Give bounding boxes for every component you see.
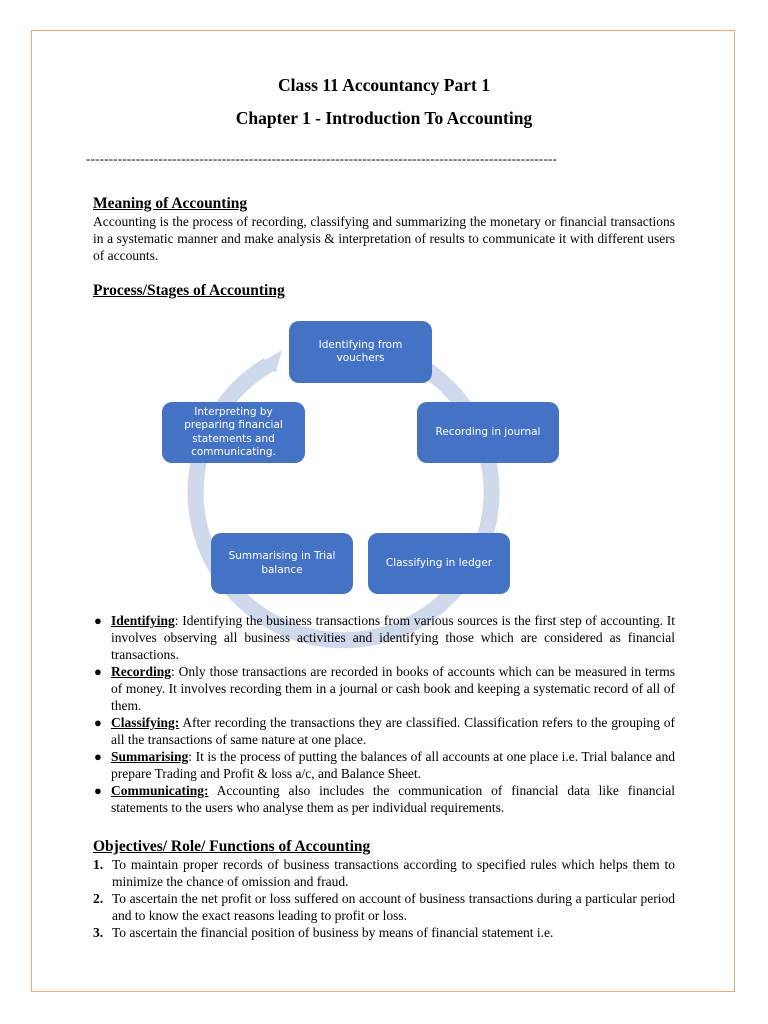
list-item: ● Recording: Only those transactions are recorded in books of accounts which can be measured in terms of money. It involves recording them in a journal or cash book and keeping a systematic record of all of them. — [94, 664, 675, 713]
bullet-icon: ● — [94, 613, 102, 628]
stage-box-identifying: Identifying from vouchers — [289, 321, 432, 383]
process-heading: Process/Stages of Accounting — [93, 282, 285, 299]
bullet-icon: ● — [94, 664, 102, 679]
separator-line: -------------------------------------------------------------------------------------------------------- — [86, 151, 558, 166]
term: Summarising — [111, 749, 189, 764]
term-description: It is the process of putting the balances of all accounts at one place i.e. Trial balance and prepare Trading and Profit & loss a/c, and Balance Sheet. — [111, 749, 675, 781]
bullet-icon: ● — [94, 715, 102, 730]
list-item — [93, 714, 675, 748]
list-item — [93, 782, 675, 816]
item-text: To maintain proper records of business transactions according to specified rules which helps them to minimize the chance of omission and fraud. — [112, 857, 675, 889]
cycle-arrowhead — [252, 350, 282, 372]
stage-details-list — [93, 612, 675, 816]
list-item: ● Summarising: It is the process of putting the balances of all accounts at one place i.e. Trial balance and prepare Trading and Profit & loss a/c, and Balance Sheet. — [94, 749, 675, 781]
stage-box-summarising: Summarising in Trial balance — [211, 533, 353, 594]
item-text: To ascertain the financial position of business by means of financial statement i.e. — [112, 925, 554, 940]
objectives-list — [93, 856, 675, 941]
list-item: ● Identifying: Identifying the business transactions from various sources is the first step of accounting. It involves observing all business activities and identifying those which are considered as financial transactions. — [94, 613, 675, 662]
item-number: 1. — [93, 857, 104, 872]
document-title: Class 11 Accountancy Part 1 — [278, 75, 490, 95]
term-description: Only those transactions are recorded in books of accounts which can be measured in terms of money. It involves recording them in a journal or cash book and keeping a systematic record of all of them. — [111, 664, 675, 713]
term-description: Accounting also includes the communication of financial data like financial statements to the users who analyse them as per individual requirements. — [111, 783, 675, 815]
term: Identifying — [111, 613, 175, 628]
stage-box-classifying: Classifying in ledger — [368, 533, 510, 594]
item-text: To ascertain the net profit or loss suffered on account of business transactions during a particular period and to know the exact reasons leading to profit or loss. — [112, 891, 675, 923]
chapter-title: Chapter 1 - Introduction To Accounting — [235, 108, 533, 128]
meaning-heading: Meaning of Accounting — [93, 195, 248, 212]
objectives-heading: Objectives/ Role/ Functions of Accounting — [93, 838, 371, 855]
meaning-paragraph: Accounting is the process of recording, classifying and summarizing the monetary or financial transactions in a systematic manner and make analysis & interpretation of results to communicate it with different users of accounts. — [93, 214, 675, 263]
item-number: 3. — [93, 925, 104, 940]
stage-box-interpreting: Interpreting by preparing financial statements and communicating. — [162, 402, 305, 463]
term-description: After recording the transactions they are classified. Classification refers to the grouping of all the transactions of same nature at one place. — [111, 715, 675, 747]
term: Communicating: — [111, 783, 209, 798]
term: Recording — [111, 664, 171, 679]
list-item — [93, 856, 675, 890]
item-number: 2. — [93, 891, 104, 906]
bullet-icon: ● — [94, 749, 102, 764]
list-item — [93, 924, 675, 941]
cycle-arrow-ring — [196, 350, 492, 640]
stage-box-recording: Recording in journal — [417, 402, 559, 463]
term: Classifying: — [111, 715, 180, 730]
list-item — [93, 890, 675, 924]
term-description: Identifying the business transactions from various sources is the first step of accounting. It involves observing all business activities and identifying those which are considered as financial transactions. — [111, 613, 675, 662]
bullet-icon: ● — [94, 783, 102, 798]
